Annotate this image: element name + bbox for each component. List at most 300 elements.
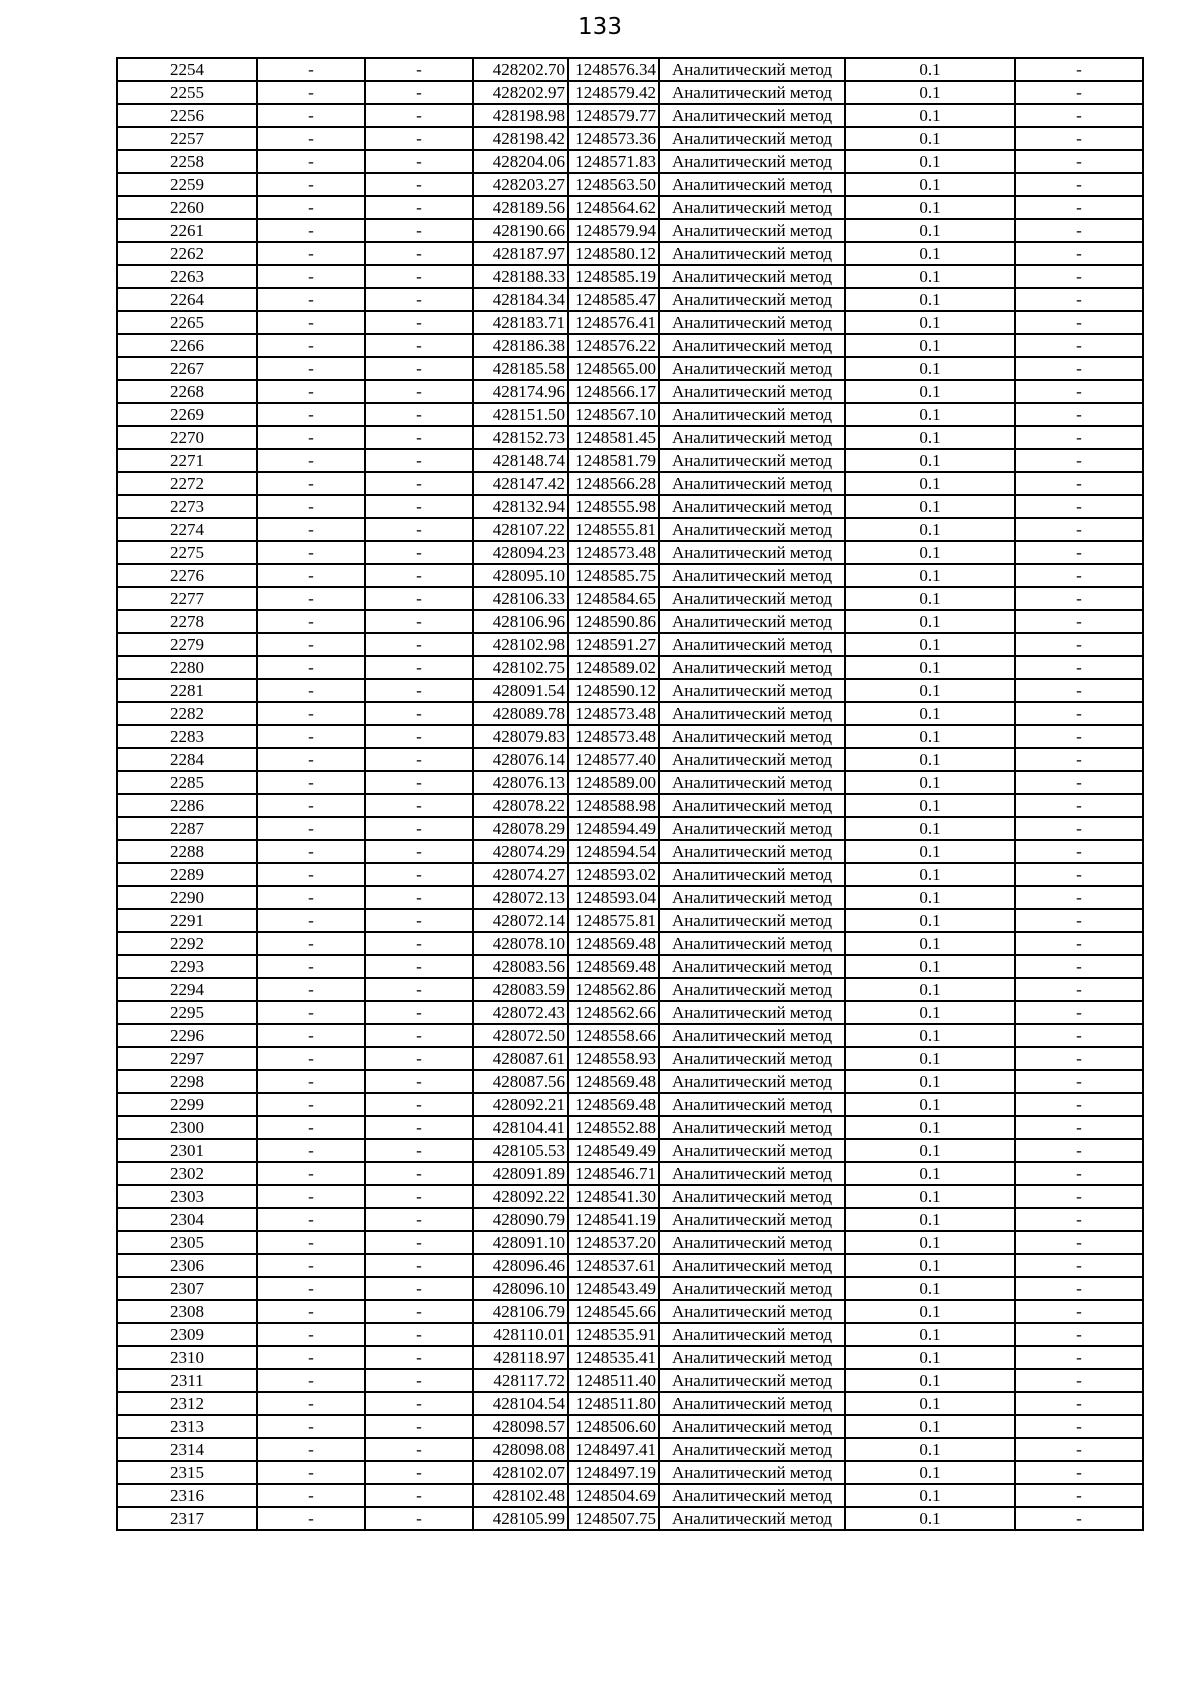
table-row xyxy=(117,357,1143,380)
description-cell: - xyxy=(1015,633,1143,656)
method-cell: Аналитический метод xyxy=(659,1461,845,1484)
x-coordinate-cell: 428117.72 xyxy=(473,1369,568,1392)
point-number-cell: 2299 xyxy=(117,1093,257,1116)
empty-value-cell: - xyxy=(257,1415,365,1438)
empty-value-cell: - xyxy=(365,1208,473,1231)
y-coordinate-cell: 1248585.19 xyxy=(568,265,659,288)
point-number-cell: 2289 xyxy=(117,863,257,886)
empty-value-cell: - xyxy=(257,1300,365,1323)
empty-value-cell: - xyxy=(365,1001,473,1024)
table-row xyxy=(117,1300,1143,1323)
empty-value-cell: - xyxy=(365,265,473,288)
empty-value-cell: - xyxy=(365,817,473,840)
description-cell: - xyxy=(1015,840,1143,863)
y-coordinate-cell: 1248564.62 xyxy=(568,196,659,219)
description-cell: - xyxy=(1015,702,1143,725)
description-cell: - xyxy=(1015,886,1143,909)
accuracy-cell: 0.1 xyxy=(845,771,1015,794)
empty-value-cell: - xyxy=(257,1323,365,1346)
empty-value-cell: - xyxy=(257,633,365,656)
table-row xyxy=(117,840,1143,863)
method-cell: Аналитический метод xyxy=(659,1277,845,1300)
method-cell: Аналитический метод xyxy=(659,955,845,978)
x-coordinate-cell: 428096.10 xyxy=(473,1277,568,1300)
y-coordinate-cell: 1248566.28 xyxy=(568,472,659,495)
point-number-cell: 2262 xyxy=(117,242,257,265)
method-cell: Аналитический метод xyxy=(659,1185,845,1208)
empty-value-cell: - xyxy=(365,541,473,564)
method-cell: Аналитический метод xyxy=(659,748,845,771)
accuracy-cell: 0.1 xyxy=(845,863,1015,886)
table-row xyxy=(117,817,1143,840)
description-cell: - xyxy=(1015,656,1143,679)
accuracy-cell: 0.1 xyxy=(845,541,1015,564)
description-cell: - xyxy=(1015,311,1143,334)
empty-value-cell: - xyxy=(257,909,365,932)
empty-value-cell: - xyxy=(257,794,365,817)
point-number-cell: 2271 xyxy=(117,449,257,472)
y-coordinate-cell: 1248585.47 xyxy=(568,288,659,311)
table-row xyxy=(117,863,1143,886)
empty-value-cell: - xyxy=(257,840,365,863)
description-cell: - xyxy=(1015,449,1143,472)
accuracy-cell: 0.1 xyxy=(845,1024,1015,1047)
point-number-cell: 2314 xyxy=(117,1438,257,1461)
x-coordinate-cell: 428074.27 xyxy=(473,863,568,886)
empty-value-cell: - xyxy=(257,518,365,541)
y-coordinate-cell: 1248571.83 xyxy=(568,150,659,173)
description-cell: - xyxy=(1015,196,1143,219)
accuracy-cell: 0.1 xyxy=(845,1185,1015,1208)
x-coordinate-cell: 428104.54 xyxy=(473,1392,568,1415)
method-cell: Аналитический метод xyxy=(659,1208,845,1231)
y-coordinate-cell: 1248511.80 xyxy=(568,1392,659,1415)
y-coordinate-cell: 1248563.50 xyxy=(568,173,659,196)
point-number-cell: 2274 xyxy=(117,518,257,541)
accuracy-cell: 0.1 xyxy=(845,886,1015,909)
accuracy-cell: 0.1 xyxy=(845,380,1015,403)
description-cell: - xyxy=(1015,1392,1143,1415)
x-coordinate-cell: 428132.94 xyxy=(473,495,568,518)
empty-value-cell: - xyxy=(365,840,473,863)
empty-value-cell: - xyxy=(365,150,473,173)
y-coordinate-cell: 1248579.77 xyxy=(568,104,659,127)
method-cell: Аналитический метод xyxy=(659,702,845,725)
table-row xyxy=(117,656,1143,679)
empty-value-cell: - xyxy=(257,771,365,794)
empty-value-cell: - xyxy=(365,1139,473,1162)
x-coordinate-cell: 428106.79 xyxy=(473,1300,568,1323)
method-cell: Аналитический метод xyxy=(659,541,845,564)
x-coordinate-cell: 428090.79 xyxy=(473,1208,568,1231)
table-row xyxy=(117,196,1143,219)
method-cell: Аналитический метод xyxy=(659,380,845,403)
y-coordinate-cell: 1248569.48 xyxy=(568,955,659,978)
description-cell: - xyxy=(1015,771,1143,794)
x-coordinate-cell: 428203.27 xyxy=(473,173,568,196)
empty-value-cell: - xyxy=(365,357,473,380)
y-coordinate-cell: 1248579.94 xyxy=(568,219,659,242)
empty-value-cell: - xyxy=(257,380,365,403)
x-coordinate-cell: 428102.48 xyxy=(473,1484,568,1507)
empty-value-cell: - xyxy=(257,955,365,978)
table-row xyxy=(117,449,1143,472)
table-row xyxy=(117,748,1143,771)
table-row xyxy=(117,725,1143,748)
empty-value-cell: - xyxy=(365,863,473,886)
method-cell: Аналитический метод xyxy=(659,771,845,794)
description-cell: - xyxy=(1015,1139,1143,1162)
empty-value-cell: - xyxy=(365,219,473,242)
empty-value-cell: - xyxy=(257,1484,365,1507)
empty-value-cell: - xyxy=(365,794,473,817)
x-coordinate-cell: 428087.61 xyxy=(473,1047,568,1070)
empty-value-cell: - xyxy=(365,748,473,771)
empty-value-cell: - xyxy=(365,1024,473,1047)
empty-value-cell: - xyxy=(365,955,473,978)
table-row xyxy=(117,81,1143,104)
empty-value-cell: - xyxy=(365,1415,473,1438)
empty-value-cell: - xyxy=(365,173,473,196)
method-cell: Аналитический метод xyxy=(659,840,845,863)
accuracy-cell: 0.1 xyxy=(845,173,1015,196)
empty-value-cell: - xyxy=(365,495,473,518)
method-cell: Аналитический метод xyxy=(659,1024,845,1047)
y-coordinate-cell: 1248594.49 xyxy=(568,817,659,840)
empty-value-cell: - xyxy=(365,587,473,610)
point-number-cell: 2313 xyxy=(117,1415,257,1438)
description-cell: - xyxy=(1015,518,1143,541)
method-cell: Аналитический метод xyxy=(659,127,845,150)
table-row xyxy=(117,564,1143,587)
method-cell: Аналитический метод xyxy=(659,886,845,909)
method-cell: Аналитический метод xyxy=(659,219,845,242)
empty-value-cell: - xyxy=(365,1162,473,1185)
accuracy-cell: 0.1 xyxy=(845,1001,1015,1024)
table-row xyxy=(117,1070,1143,1093)
y-coordinate-cell: 1248567.10 xyxy=(568,403,659,426)
point-number-cell: 2272 xyxy=(117,472,257,495)
method-cell: Аналитический метод xyxy=(659,1047,845,1070)
accuracy-cell: 0.1 xyxy=(845,1392,1015,1415)
empty-value-cell: - xyxy=(365,909,473,932)
method-cell: Аналитический метод xyxy=(659,1392,845,1415)
table-row xyxy=(117,702,1143,725)
empty-value-cell: - xyxy=(257,1070,365,1093)
accuracy-cell: 0.1 xyxy=(845,104,1015,127)
point-number-cell: 2255 xyxy=(117,81,257,104)
point-number-cell: 2263 xyxy=(117,265,257,288)
method-cell: Аналитический метод xyxy=(659,265,845,288)
y-coordinate-cell: 1248545.66 xyxy=(568,1300,659,1323)
x-coordinate-cell: 428072.50 xyxy=(473,1024,568,1047)
y-coordinate-cell: 1248573.48 xyxy=(568,725,659,748)
y-coordinate-cell: 1248543.49 xyxy=(568,1277,659,1300)
point-number-cell: 2295 xyxy=(117,1001,257,1024)
point-number-cell: 2280 xyxy=(117,656,257,679)
empty-value-cell: - xyxy=(365,472,473,495)
accuracy-cell: 0.1 xyxy=(845,1277,1015,1300)
table-row xyxy=(117,1001,1143,1024)
accuracy-cell: 0.1 xyxy=(845,1484,1015,1507)
table-row xyxy=(117,288,1143,311)
description-cell: - xyxy=(1015,679,1143,702)
y-coordinate-cell: 1248504.69 xyxy=(568,1484,659,1507)
accuracy-cell: 0.1 xyxy=(845,472,1015,495)
table-row xyxy=(117,58,1143,81)
method-cell: Аналитический метод xyxy=(659,610,845,633)
point-number-cell: 2281 xyxy=(117,679,257,702)
y-coordinate-cell: 1248569.48 xyxy=(568,932,659,955)
empty-value-cell: - xyxy=(257,932,365,955)
accuracy-cell: 0.1 xyxy=(845,242,1015,265)
x-coordinate-cell: 428072.43 xyxy=(473,1001,568,1024)
point-number-cell: 2287 xyxy=(117,817,257,840)
empty-value-cell: - xyxy=(257,242,365,265)
empty-value-cell: - xyxy=(257,403,365,426)
method-cell: Аналитический метод xyxy=(659,334,845,357)
table-row xyxy=(117,1116,1143,1139)
y-coordinate-cell: 1248581.45 xyxy=(568,426,659,449)
accuracy-cell: 0.1 xyxy=(845,909,1015,932)
point-number-cell: 2282 xyxy=(117,702,257,725)
method-cell: Аналитический метод xyxy=(659,679,845,702)
empty-value-cell: - xyxy=(365,58,473,81)
empty-value-cell: - xyxy=(257,449,365,472)
description-cell: - xyxy=(1015,1346,1143,1369)
description-cell: - xyxy=(1015,472,1143,495)
method-cell: Аналитический метод xyxy=(659,587,845,610)
description-cell: - xyxy=(1015,1208,1143,1231)
x-coordinate-cell: 428078.22 xyxy=(473,794,568,817)
table-body xyxy=(117,58,1143,1530)
method-cell: Аналитический метод xyxy=(659,633,845,656)
accuracy-cell: 0.1 xyxy=(845,932,1015,955)
empty-value-cell: - xyxy=(257,334,365,357)
empty-value-cell: - xyxy=(257,173,365,196)
table-row xyxy=(117,426,1143,449)
table-row xyxy=(117,1162,1143,1185)
description-cell: - xyxy=(1015,58,1143,81)
accuracy-cell: 0.1 xyxy=(845,610,1015,633)
accuracy-cell: 0.1 xyxy=(845,495,1015,518)
description-cell: - xyxy=(1015,1323,1143,1346)
empty-value-cell: - xyxy=(257,1185,365,1208)
empty-value-cell: - xyxy=(257,1231,365,1254)
empty-value-cell: - xyxy=(365,81,473,104)
empty-value-cell: - xyxy=(365,1461,473,1484)
table-row xyxy=(117,978,1143,1001)
method-cell: Аналитический метод xyxy=(659,1254,845,1277)
empty-value-cell: - xyxy=(365,1323,473,1346)
y-coordinate-cell: 1248590.86 xyxy=(568,610,659,633)
empty-value-cell: - xyxy=(257,1162,365,1185)
y-coordinate-cell: 1248576.41 xyxy=(568,311,659,334)
table-row xyxy=(117,771,1143,794)
method-cell: Аналитический метод xyxy=(659,288,845,311)
accuracy-cell: 0.1 xyxy=(845,150,1015,173)
accuracy-cell: 0.1 xyxy=(845,265,1015,288)
empty-value-cell: - xyxy=(365,1438,473,1461)
table-row xyxy=(117,127,1143,150)
description-cell: - xyxy=(1015,242,1143,265)
description-cell: - xyxy=(1015,1254,1143,1277)
table-row xyxy=(117,311,1143,334)
table-row xyxy=(117,1484,1143,1507)
accuracy-cell: 0.1 xyxy=(845,1208,1015,1231)
description-cell: - xyxy=(1015,1300,1143,1323)
table-row xyxy=(117,1323,1143,1346)
x-coordinate-cell: 428076.13 xyxy=(473,771,568,794)
y-coordinate-cell: 1248573.48 xyxy=(568,541,659,564)
point-number-cell: 2278 xyxy=(117,610,257,633)
accuracy-cell: 0.1 xyxy=(845,334,1015,357)
method-cell: Аналитический метод xyxy=(659,150,845,173)
method-cell: Аналитический метод xyxy=(659,1093,845,1116)
y-coordinate-cell: 1248576.34 xyxy=(568,58,659,81)
x-coordinate-cell: 428091.54 xyxy=(473,679,568,702)
method-cell: Аналитический метод xyxy=(659,1001,845,1024)
empty-value-cell: - xyxy=(365,1070,473,1093)
table-row xyxy=(117,150,1143,173)
y-coordinate-cell: 1248593.04 xyxy=(568,886,659,909)
y-coordinate-cell: 1248511.40 xyxy=(568,1369,659,1392)
description-cell: - xyxy=(1015,1047,1143,1070)
accuracy-cell: 0.1 xyxy=(845,58,1015,81)
accuracy-cell: 0.1 xyxy=(845,955,1015,978)
empty-value-cell: - xyxy=(257,426,365,449)
accuracy-cell: 0.1 xyxy=(845,311,1015,334)
point-number-cell: 2277 xyxy=(117,587,257,610)
empty-value-cell: - xyxy=(257,1139,365,1162)
method-cell: Аналитический метод xyxy=(659,1346,845,1369)
point-number-cell: 2305 xyxy=(117,1231,257,1254)
table-row xyxy=(117,633,1143,656)
accuracy-cell: 0.1 xyxy=(845,1438,1015,1461)
y-coordinate-cell: 1248541.30 xyxy=(568,1185,659,1208)
y-coordinate-cell: 1248591.27 xyxy=(568,633,659,656)
description-cell: - xyxy=(1015,403,1143,426)
point-number-cell: 2275 xyxy=(117,541,257,564)
method-cell: Аналитический метод xyxy=(659,1415,845,1438)
x-coordinate-cell: 428110.01 xyxy=(473,1323,568,1346)
table-row xyxy=(117,334,1143,357)
accuracy-cell: 0.1 xyxy=(845,1162,1015,1185)
empty-value-cell: - xyxy=(365,334,473,357)
accuracy-cell: 0.1 xyxy=(845,1323,1015,1346)
table-row xyxy=(117,1369,1143,1392)
accuracy-cell: 0.1 xyxy=(845,1369,1015,1392)
point-number-cell: 2291 xyxy=(117,909,257,932)
x-coordinate-cell: 428078.10 xyxy=(473,932,568,955)
method-cell: Аналитический метод xyxy=(659,656,845,679)
point-number-cell: 2304 xyxy=(117,1208,257,1231)
empty-value-cell: - xyxy=(257,702,365,725)
table-row xyxy=(117,955,1143,978)
description-cell: - xyxy=(1015,955,1143,978)
description-cell: - xyxy=(1015,288,1143,311)
point-number-cell: 2269 xyxy=(117,403,257,426)
method-cell: Аналитический метод xyxy=(659,242,845,265)
y-coordinate-cell: 1248562.86 xyxy=(568,978,659,1001)
y-coordinate-cell: 1248580.12 xyxy=(568,242,659,265)
accuracy-cell: 0.1 xyxy=(845,1116,1015,1139)
empty-value-cell: - xyxy=(257,1254,365,1277)
description-cell: - xyxy=(1015,1507,1143,1530)
empty-value-cell: - xyxy=(257,81,365,104)
table-row xyxy=(117,1024,1143,1047)
empty-value-cell: - xyxy=(365,127,473,150)
x-coordinate-cell: 428083.56 xyxy=(473,955,568,978)
accuracy-cell: 0.1 xyxy=(845,1300,1015,1323)
y-coordinate-cell: 1248555.98 xyxy=(568,495,659,518)
point-number-cell: 2256 xyxy=(117,104,257,127)
y-coordinate-cell: 1248589.02 xyxy=(568,656,659,679)
accuracy-cell: 0.1 xyxy=(845,357,1015,380)
y-coordinate-cell: 1248569.48 xyxy=(568,1093,659,1116)
x-coordinate-cell: 428106.33 xyxy=(473,587,568,610)
empty-value-cell: - xyxy=(257,978,365,1001)
empty-value-cell: - xyxy=(365,311,473,334)
empty-value-cell: - xyxy=(257,587,365,610)
method-cell: Аналитический метод xyxy=(659,794,845,817)
empty-value-cell: - xyxy=(257,748,365,771)
x-coordinate-cell: 428202.70 xyxy=(473,58,568,81)
method-cell: Аналитический метод xyxy=(659,173,845,196)
empty-value-cell: - xyxy=(257,1346,365,1369)
empty-value-cell: - xyxy=(257,150,365,173)
method-cell: Аналитический метод xyxy=(659,1070,845,1093)
empty-value-cell: - xyxy=(365,449,473,472)
description-cell: - xyxy=(1015,1001,1143,1024)
method-cell: Аналитический метод xyxy=(659,1162,845,1185)
y-coordinate-cell: 1248497.41 xyxy=(568,1438,659,1461)
method-cell: Аналитический метод xyxy=(659,81,845,104)
point-number-cell: 2279 xyxy=(117,633,257,656)
empty-value-cell: - xyxy=(257,1392,365,1415)
empty-value-cell: - xyxy=(365,725,473,748)
x-coordinate-cell: 428098.57 xyxy=(473,1415,568,1438)
description-cell: - xyxy=(1015,587,1143,610)
description-cell: - xyxy=(1015,1461,1143,1484)
x-coordinate-cell: 428186.38 xyxy=(473,334,568,357)
description-cell: - xyxy=(1015,495,1143,518)
empty-value-cell: - xyxy=(257,1507,365,1530)
description-cell: - xyxy=(1015,426,1143,449)
empty-value-cell: - xyxy=(257,196,365,219)
table-row xyxy=(117,518,1143,541)
empty-value-cell: - xyxy=(257,1047,365,1070)
description-cell: - xyxy=(1015,1116,1143,1139)
y-coordinate-cell: 1248507.75 xyxy=(568,1507,659,1530)
method-cell: Аналитический метод xyxy=(659,104,845,127)
x-coordinate-cell: 428098.08 xyxy=(473,1438,568,1461)
point-number-cell: 2261 xyxy=(117,219,257,242)
empty-value-cell: - xyxy=(365,1392,473,1415)
point-number-cell: 2309 xyxy=(117,1323,257,1346)
description-cell: - xyxy=(1015,1369,1143,1392)
empty-value-cell: - xyxy=(365,426,473,449)
table-row xyxy=(117,1461,1143,1484)
point-number-cell: 2294 xyxy=(117,978,257,1001)
x-coordinate-cell: 428204.06 xyxy=(473,150,568,173)
empty-value-cell: - xyxy=(365,1346,473,1369)
method-cell: Аналитический метод xyxy=(659,1438,845,1461)
accuracy-cell: 0.1 xyxy=(845,1070,1015,1093)
description-cell: - xyxy=(1015,1185,1143,1208)
empty-value-cell: - xyxy=(257,311,365,334)
empty-value-cell: - xyxy=(365,1116,473,1139)
